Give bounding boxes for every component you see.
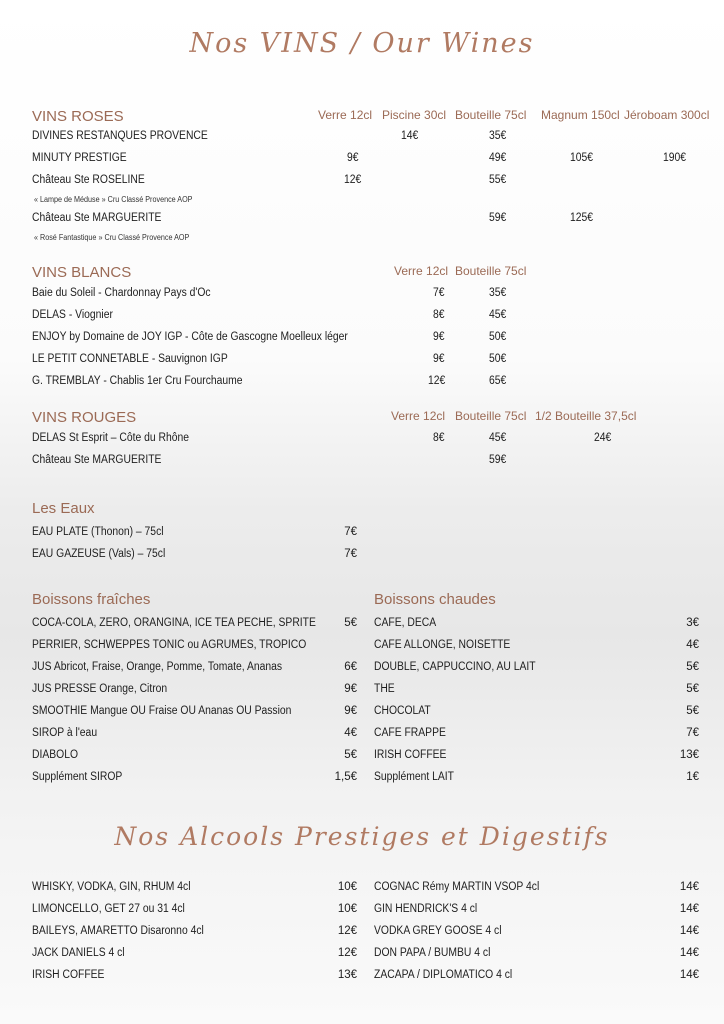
rose-price: 190€ (663, 152, 687, 164)
eau-name: EAU PLATE (Thonon) – 75cl (32, 526, 164, 538)
rouges-heading: VINS ROUGES (32, 409, 137, 426)
alcool-name: IRISH COFFEE (32, 969, 105, 981)
chaude-price: 13€ (679, 749, 699, 761)
fraiche-name: Supplément SIROP (32, 771, 123, 783)
rose-price: 55€ (489, 174, 507, 186)
chaude-name: CAFE, DECA (374, 617, 437, 629)
alcool-price: 10€ (337, 881, 357, 893)
blanc-name: Baie du Soleil - Chardonnay Pays d'Oc (32, 287, 211, 299)
alcool-price: 13€ (337, 969, 357, 981)
alcool-price: 10€ (337, 903, 357, 915)
alcool-name: ZACAPA / DIPLOMATICO 4 cl (374, 969, 513, 981)
fraiche-name: COCA-COLA, ZERO, ORANGINA, ICE TEA PECHE, SPRITE (32, 617, 316, 629)
chaude-price: 1€ (686, 771, 699, 783)
fraiche-name: JUS PRESSE Orange, Citron (32, 683, 168, 695)
chaude-name: CAFE FRAPPE (374, 727, 446, 739)
fraiche-name: JUS Abricot, Fraise, Orange, Pomme, Tomate, Ananas (32, 661, 283, 673)
chaude-name: CHOCOLAT (374, 705, 431, 717)
blanc-price: 8€ (433, 309, 445, 321)
rouge-name: DELAS St Esprit – Côte du Rhône (32, 432, 190, 444)
rose-subtitle: « Lampe de Méduse » Cru Classé Provence AOP (34, 195, 193, 204)
fraiche-name: PERRIER, SCHWEPPES TONIC ou AGRUMES, TROPICO (32, 639, 307, 651)
rose-name: Château Ste MARGUERITE (32, 212, 162, 224)
blanc-name: G. TREMBLAY - Chablis 1er Cru Fourchaume (32, 375, 243, 387)
blanc-name: LE PETIT CONNETABLE - Sauvignon IGP (32, 353, 228, 365)
fraiche-name: DIABOLO (32, 749, 79, 761)
chaude-name: CAFE ALLONGE, NOISETTE (374, 639, 511, 651)
col-jeroboam: Jéroboam 300cl (624, 108, 710, 122)
col-bouteille: Bouteille 75cl (455, 409, 527, 423)
rose-price: 9€ (347, 152, 359, 164)
chaude-name: DOUBLE, CAPPUCCINO, AU LAIT (374, 661, 536, 673)
fraiche-price: 6€ (344, 661, 357, 673)
chaudes-heading: Boissons chaudes (374, 591, 496, 608)
alcool-name: GIN HENDRICK'S 4 cl (374, 903, 478, 915)
chaude-name: IRISH COFFEE (374, 749, 447, 761)
alcools-title: Nos Alcools Prestiges et Digestifs (114, 822, 610, 851)
chaude-price: 3€ (686, 617, 699, 629)
alcool-name: DON PAPA / BUMBU 4 cl (374, 947, 491, 959)
alcool-name: COGNAC Rémy MARTIN VSOP 4cl (374, 881, 540, 893)
col-bouteille: Bouteille 75cl (455, 264, 527, 278)
eau-price: 7€ (344, 548, 357, 560)
chaude-price: 4€ (686, 639, 699, 651)
chaude-name: Supplément LAIT (374, 771, 454, 783)
col-verre: Verre 12cl (394, 264, 449, 278)
blanc-price: 9€ (433, 331, 445, 343)
rose-subtitle: « Rosé Fantastique » Cru Classé Provence AOP (34, 233, 190, 242)
rose-name: Château Ste ROSELINE (32, 174, 145, 186)
rouge-price: 45€ (489, 432, 507, 444)
wines-title: Nos VINS / Our Wines (189, 28, 535, 59)
blanc-price: 50€ (489, 353, 507, 365)
col-verre: Verre 12cl (318, 108, 373, 122)
rose-price: 49€ (489, 152, 507, 164)
fraiche-price: 9€ (344, 705, 357, 717)
rose-name: MINUTY PRESTIGE (32, 152, 127, 164)
blanc-price: 45€ (489, 309, 507, 321)
rouge-price: 59€ (489, 454, 507, 466)
chaude-price: 7€ (686, 727, 699, 739)
blancs-heading: VINS BLANCS (32, 264, 132, 281)
blanc-price: 50€ (489, 331, 507, 343)
alcool-price: 14€ (679, 925, 699, 937)
fraiche-price: 1,5€ (334, 771, 357, 783)
alcool-price: 12€ (337, 947, 357, 959)
rose-name: DIVINES RESTANQUES PROVENCE (32, 130, 208, 142)
eau-name: EAU GAZEUSE (Vals) – 75cl (32, 548, 166, 560)
blanc-price: 7€ (433, 287, 445, 299)
rose-price: 35€ (489, 130, 507, 142)
rose-price: 12€ (344, 174, 362, 186)
chaude-name: THE (374, 683, 395, 695)
roses-heading: VINS ROSES (32, 108, 124, 125)
col-verre: Verre 12cl (391, 409, 446, 423)
alcool-price: 12€ (337, 925, 357, 937)
alcool-name: WHISKY, VODKA, GIN, RHUM 4cl (32, 881, 191, 893)
blanc-name: ENJOY by Domaine de JOY IGP - Côte de Gascogne Moelleux léger (32, 331, 348, 343)
rose-price: 105€ (570, 152, 594, 164)
alcool-name: VODKA GREY GOOSE 4 cl (374, 925, 502, 937)
fraiche-name: SMOOTHIE Mangue OU Fraise OU Ananas OU Passion (32, 705, 292, 717)
col-piscine: Piscine 30cl (382, 108, 447, 122)
chaude-price: 5€ (686, 683, 699, 695)
rouge-name: Château Ste MARGUERITE (32, 454, 162, 466)
rose-price: 125€ (570, 212, 594, 224)
blanc-price: 65€ (489, 375, 507, 387)
fraiche-price: 4€ (344, 727, 357, 739)
alcool-price: 14€ (679, 903, 699, 915)
fraiche-price: 5€ (344, 749, 357, 761)
eau-price: 7€ (344, 526, 357, 538)
rouge-price: 8€ (433, 432, 445, 444)
fraiches-heading: Boissons fraîches (32, 591, 151, 608)
fraiche-name: SIROP à l'eau (32, 727, 98, 739)
chaude-price: 5€ (686, 661, 699, 673)
fraiche-price: 5€ (344, 617, 357, 629)
blanc-price: 9€ (433, 353, 445, 365)
rose-price: 14€ (401, 130, 419, 142)
alcool-price: 14€ (679, 969, 699, 981)
rose-price: 59€ (489, 212, 507, 224)
blanc-name: DELAS - Viognier (32, 309, 113, 321)
chaude-price: 5€ (686, 705, 699, 717)
eaux-heading: Les Eaux (32, 500, 95, 517)
blanc-price: 12€ (428, 375, 446, 387)
fraiche-price: 9€ (344, 683, 357, 695)
col-magnum: Magnum 150cl (541, 108, 620, 122)
alcool-price: 14€ (679, 947, 699, 959)
alcool-name: BAILEYS, AMARETTO Disaronno 4cl (32, 925, 204, 937)
alcool-name: JACK DANIELS 4 cl (32, 947, 125, 959)
col-bouteille: Bouteille 75cl (455, 108, 527, 122)
blanc-price: 35€ (489, 287, 507, 299)
alcool-price: 14€ (679, 881, 699, 893)
rouge-price: 24€ (594, 432, 612, 444)
col-demi-bouteille: 1/2 Bouteille 37,5cl (535, 409, 637, 423)
alcool-name: LIMONCELLO, GET 27 ou 31 4cl (32, 903, 185, 915)
